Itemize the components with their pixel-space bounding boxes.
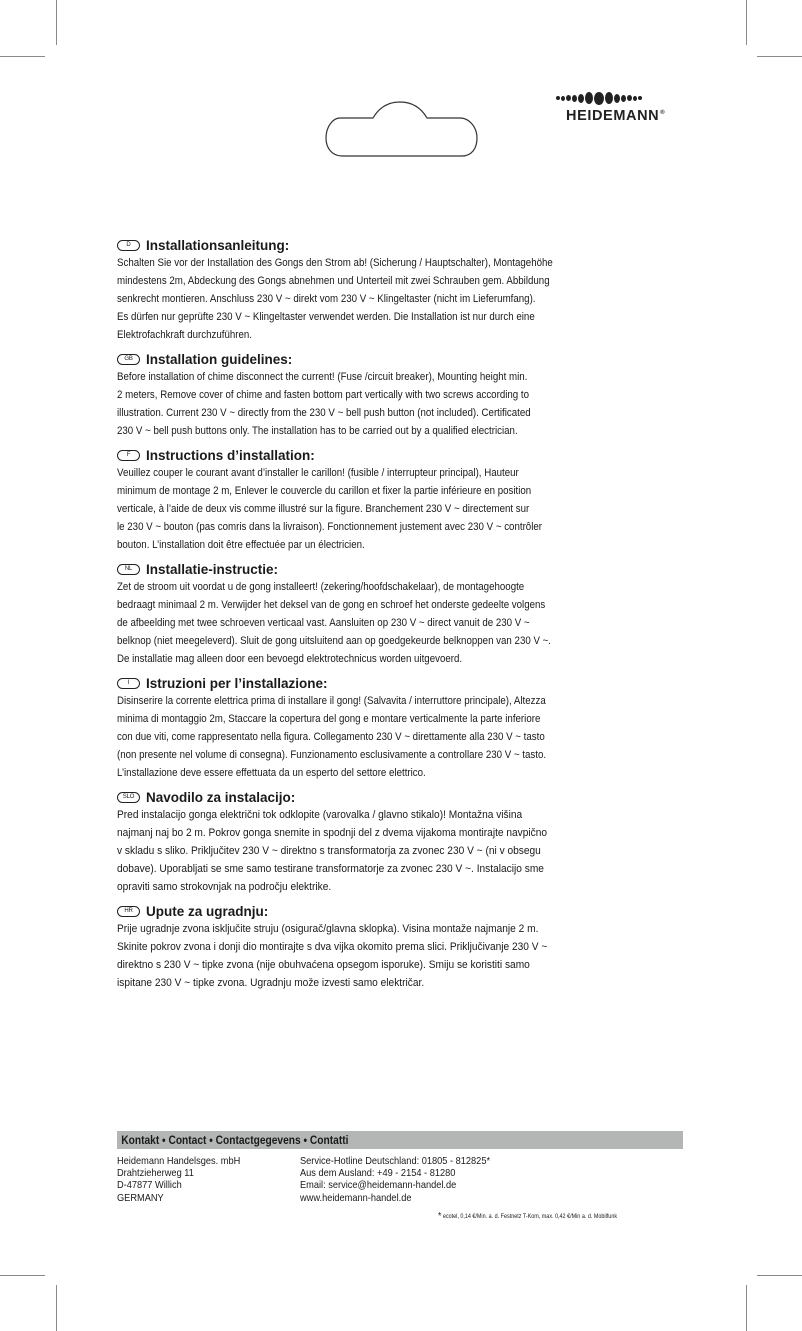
country: GERMANY <box>117 1191 164 1204</box>
sound-wave-dots-icon <box>556 91 706 105</box>
section-body: Schalten Sie vor der Installation des Gongs den Strom ab! (Sicherung / Hauptschalter), Montagehöhe mindestens 2m, Abdeckung des Gongs abnehmen und Unterteil mit zwei Schrauben gem. Abbildung senkrecht montieren. Anschluss 230 V ~ direkt vom 230 V ~ Klingeltaster (nicht im Lieferumfang). Es dürfen nur geprüfte 230 V ~ Klingeltaster verwendet werden. Die Installation ist nur durch eine Elektrofachkraft durchzuführen. <box>117 257 553 341</box>
section-body: Disinserire la corrente elettrica prima di installare il gong! (Salvavita / interruttore principale), Altezza minima di montaggio 2m, Staccare la copertura del gong e montare verticalmente la parte inferiore con due viti, come rappresentato nella figura. Collegamento 230 V ~ direttamente alla 230 V ~ tasto (non presente nel volume di consegna). Funzionamento esclusivamente a controllare 230 V ~ tasto. L’installazione deve essere effettuata da un esperto del settore elettrico. <box>117 695 547 779</box>
section-heading <box>117 447 697 464</box>
city: D-47877 Willich <box>117 1179 182 1192</box>
crop-mark-top-left-vertical <box>56 0 57 45</box>
heidemann-logo <box>556 91 706 124</box>
section-body: Before installation of chime disconnect the current! (Fuse /circuit breaker), Mounting height min. 2 meters, Remove cover of chime and fasten bottom part vertically with two screws according to illustration. Current 230 V ~ directly from the 230 V ~ bell push button (not included). Certificated 230 V ~ bell push buttons only. The installation has to be carried out by a qualified electrician. <box>117 371 531 437</box>
section-heading <box>117 903 697 920</box>
section-title: Installationsanleitung: <box>146 238 290 253</box>
country-badge-icon: F <box>117 450 140 461</box>
country-badge-icon: D <box>117 240 140 251</box>
crop-mark-bottom-right-horizontal <box>757 1275 802 1276</box>
section-de <box>117 237 697 344</box>
section-gb <box>117 351 697 440</box>
section-title: Upute za ugradnju: <box>146 904 269 919</box>
hotline-abroad: Aus dem Ausland: +49 - 2154 - 81280 <box>300 1167 456 1180</box>
instructions <box>117 237 697 999</box>
brand-wordmark: HEIDEMANN® <box>566 108 666 124</box>
company-name: Heidemann Handelsges. mbH <box>117 1155 241 1167</box>
hanger-cutout-outline <box>322 100 482 160</box>
company-address <box>117 1155 258 1204</box>
country-badge-icon: NL <box>117 564 140 575</box>
crop-mark-bottom-right-vertical <box>746 1285 747 1331</box>
section-title: Navodilo za instalacijo: <box>146 790 296 805</box>
pricing-footnote <box>438 1211 617 1222</box>
section-body: Zet de stroom uit voordat u de gong installeert! (zekering/hoofdschakelaar), de montagehoogte bedraagt minimaal 2 m. Verwijder het deksel van de gong en schroef het onderste gedeelte volgens de afbeelding met twee schroeven verticaal vast. Aansluiten op 230 V ~ direct vanuit de 230 V ~ belknop (niet meegeleverd). Sluit de gong uitsluitend aan op goedgekeurde belknoppen van 230 V ~. De installatie mag alleen door een bevoegd elektrotechnicus worden uitgevoerd. <box>117 581 552 665</box>
country-badge-icon: SLO <box>117 792 140 803</box>
section-heading <box>117 351 697 368</box>
section-heading <box>117 675 697 692</box>
section-body: Veuillez couper le courant avant d’installer le carillon! (fusible / interrupteur principal), Hauteur minimum de montage 2 m, Enlever le couvercle du carillon et fixer la partie inférieure en position verticale, à l’aide de deux vis comme illustré sur la figure. Branchement 230 V ~ directement sur le 230 V ~ bouton (pas comris dans la livraison). Fonctionnement justement avec 230 V ~ contrôler bouton. L’installation doit être effectuée par un électricien. <box>117 467 543 551</box>
section-title: Istruzioni per l’installazione: <box>146 676 328 691</box>
section-body: Prije ugradnje zvona isključite struju (osigurač/glavna sklopka). Visina montaže najmanje 2 m. Skinite pokrov zvona i donji dio montirajte s dva vijka okomito prema slici. Priključivanje 230 V ~ direktno s 230 V ~ tipke zvona (nije obuhvaćena opsegom isporuke). Smiju se koristiti samo ispitane 230 V ~ tipke zvona. Ugradnju može izvesti samo električar. <box>117 923 548 989</box>
contact-title: Kontakt • Contact • Contactgegevens • Contatti <box>121 1133 349 1147</box>
section-hr <box>117 903 697 992</box>
footnote-text: ecotel, 0,14 €/Min. a. d. Festnetz T-Kom, max. 0,42 €/Min a. d. Mobilfunk <box>442 1213 618 1220</box>
country-badge-icon: I <box>117 678 140 689</box>
section-body: Pred instalacijo gonga električni tok odklopite (varovalka / glavno stikalo)! Montažna višina najmanj naj bo 2 m. Pokrov gonga snemite in spodnji del z dvema vijakoma montirajte navpično v skladu s sliko. Priključitev 230 V ~ direktno s transformatorja za zvonec 230 V ~ (ni v obsegu dobave). Uporabljati se sme samo testirane transformatorje za zvonec 230 V ~. Instalacijo sme opraviti samo strokovnjak na področju elektrike. <box>117 809 548 893</box>
section-title: Installatie-instructie: <box>146 562 279 577</box>
crop-mark-top-left-horizontal <box>0 56 45 57</box>
section-heading <box>117 789 697 806</box>
website-link[interactable]: www.heidemann-handel.de <box>300 1191 412 1204</box>
crop-mark-top-right-vertical <box>746 0 747 45</box>
crop-mark-top-right-horizontal <box>757 56 802 57</box>
section-heading <box>117 237 697 254</box>
contact-details <box>117 1155 516 1204</box>
section-nl <box>117 561 697 668</box>
crop-mark-bottom-left-horizontal <box>0 1275 45 1276</box>
crop-mark-bottom-left-vertical <box>56 1285 57 1331</box>
section-it <box>117 675 697 782</box>
contact-header-bar <box>117 1131 683 1149</box>
section-heading <box>117 561 697 578</box>
country-badge-icon: GB <box>117 354 140 365</box>
email[interactable]: Email: service@heidemann-handel.de <box>300 1179 457 1192</box>
street: Drahtzieherweg 11 <box>117 1167 194 1180</box>
footnote-star: * <box>438 1211 442 1222</box>
country-badge-icon: HR <box>117 906 140 917</box>
section-title: Installation guidelines: <box>146 352 293 367</box>
section-title: Instructions d’installation: <box>146 448 315 463</box>
section-slo <box>117 789 697 896</box>
hotline-de: Service-Hotline Deutschland: 01805 - 812825* <box>300 1155 491 1167</box>
section-fr <box>117 447 697 554</box>
service-info <box>300 1155 490 1204</box>
